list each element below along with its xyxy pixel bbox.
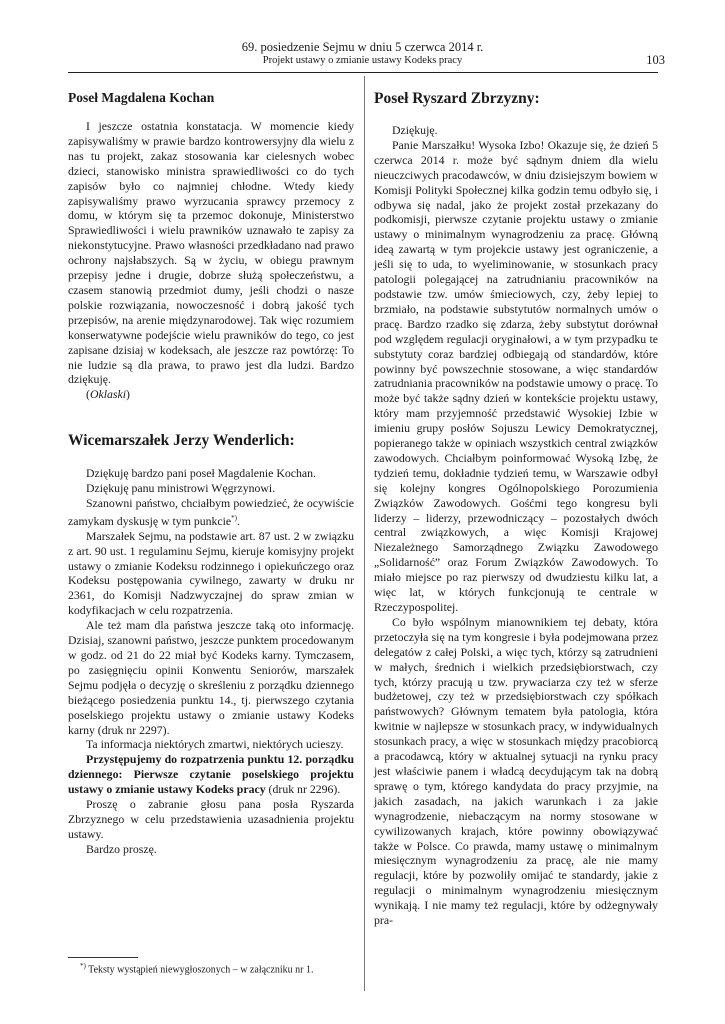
section-subtitle: Projekt ustawy o zmianie ustawy Kodeks pracy: [262, 55, 463, 66]
paragraph-text: Szanowni państwo, chciałbym powiedzieć, że ocywiście zamykam dyskusję w tym punkcie: [68, 496, 354, 528]
agenda-paragraph: [68, 752, 354, 797]
agenda-item: Przystępujemy do rozpatrzenia punktu 12. porządku dziennego: Pierwsze czytanie poselskiego projektu ustawy o zmianie ustawy Kodeks pracy: [68, 752, 354, 797]
column-divider: [364, 76, 365, 991]
speaker-heading-wenderlich: Wicemarszałek Jerzy Wenderlich:: [68, 432, 295, 450]
paragraph: Proszę o zabranie głosu pana posła Ryszarda Zbrzyznego w celu przedstawienia uzasadnienia projektu ustawy.: [68, 797, 354, 841]
footnote-text: Teksty wystąpień niewygłoszonych – w załączniku nr 1.: [85, 964, 314, 976]
paragraph-end: .: [237, 513, 240, 528]
left-column: [68, 90, 354, 857]
speaker-heading-kochan: Poseł Magdalena Kochan: [68, 90, 215, 105]
paragraph: Dziękuję.: [392, 123, 438, 137]
paragraph: Dziękuję panu ministrowi Węgrzynowi.: [86, 481, 276, 496]
paragraph: [68, 496, 354, 529]
kochan-speech: [68, 119, 354, 402]
paragraph: Bardzo proszę.: [86, 841, 157, 856]
paragraph: Marszałek Sejmu, na podstawie art. 87 ust. 2 w związku z art. 90 ust. 1 regulaminu Sejmu, kieruje komisyjny projekt ustawy o zmianie Kodeksu rodzinnego i opiekuńczego oraz Kodeksu postępowania cywilnego, zawarty w druku nr 2361, do Komisji Nadzwyczajnej do spraw zmian w kodyfikacjach w celu rozpatrzenia.: [68, 528, 354, 618]
header-rule: [68, 72, 658, 73]
session-title: 69. posiedzenie Sejmu w dniu 5 czerwca 2014 r.: [241, 40, 484, 54]
footnote-reference: *): [231, 513, 238, 522]
speaker-heading-zbrzyzny: Poseł Ryszard Zbrzyzny:: [374, 90, 540, 107]
wenderlich-speech: [68, 466, 354, 856]
agenda-print: (druk nr 2296).: [265, 782, 341, 797]
footnote-rule: [68, 957, 138, 958]
paragraph: Ta informacja niektórych zmartwi, niektórych ucieszy.: [86, 737, 344, 752]
kochan-paragraph: I jeszcze ostatnia konstatacja. W momencie kiedy zapisywaliśmy w prawie bardzo kontrowersyjny dla wielu z nas tu projekt, zakaz stosowania kar cielesnych wobec dzieci, stanowisko ministra sprawiedliwości co do tych zapisów było co najmniej chłodne. Wtedy kiedy zapisywaliśmy prawo wyrzucania sprawcy przemocy z domu, w którym się ta przemoc dokonuje, Ministerstwo Sprawiedliwości i wielu prawników uznawało te zapisy za niekonstytucyjne. Prawo własności przedkładano nad prawo ochrony najsłabszych. Są w życiu, w obiegu prawnym przepisy jedne i drugie, dobrze służą społeczeństwu, a czasem stanowią przedmiot dumy, jeśli chodzi o nasze polskie rozwiązania, nowoczesność i dobrą jakość tych przepisów, na arenie międzynarodowej. Tak więc rozumiem konserwatywne podejście wielu prawników do tego, co jest zapisane dzisiaj w kodeksach, ale jeszcze raz powtórzę: To nie ludzie są dla prawa, to prawo jest dla ludzi. Bardzo dziękuję.: [68, 119, 354, 387]
applause-note: (Oklaski): [86, 387, 130, 402]
paragraph: Co było wspólnym mianownikiem tej debaty, która przetoczyła się na tym kongresie i była podejmowana przez delegatów z całej Polski, a więc tych, którzy są zatrudnieni w małych, średnich i wielkich przedsiębiorstwach, czy tych, którzy pracują u tzw. prywaciarza czy też w sferze budżetowej, czy też w przedsiębiorstwach czy spółkach państwowych? Głównym tematem była patologia, która kwitnie w najlepsze w stosunkach pracy, w indywidualnych stosunkach pracy, a więc w stosunkach między pracobiorcą a pracodawcą, który w aktualnej sytuacji na rynku pracy jest właściwie panem i władcą decydującym tak na dobrą sprawę o tym, którego kandydata do pracy przyjmie, na jakich zasadach, na jakich warunkach i za jakie wynagrodzenie, niebaczącym na normy stosowane w cywilizowanych krajach, które powinny obowiązywać także w Polsce. Co prawda, mamy ustawę o minimalnym miesięcznym wynagrodzeniu za pracę, ale nie mamy regulacji, które by pozwoliły omijać te standardy, jakie z regulacji o minimalnym wynagrodzeniu miesięcznym wynikają. I nie mamy też regulacji, które by odżegnywały pra-: [374, 614, 658, 928]
footnote: [80, 962, 354, 975]
right-column: [374, 90, 658, 928]
paragraph: Dziękuję bardzo pani poseł Magdalenie Kochan.: [86, 466, 316, 481]
paragraph: Panie Marszałku! Wysoka Izbo! Okazuje się, że dzień 5 czerwca 2014 r. może być sądnym dniem dla wielu nieuczciwych pracodawców, w dniu dzisiejszym bowiem w Komisji Polityki Społecznej kilka godzin temu odbyło się, i odbywa się nadal, jako że projekt został przekazany do podkomisji, pierwsze czytanie projektu ustawy o zmianie ustawy o minimalnym wynagrodzeniu za pracę. Główną ideą zawartą w tym projekcie ustawy jest ograniczenie, a jeśli się to uda, to wyeliminowanie, w stosunkach pracy patologii polegającej na zatrudnianiu pracowników na podstawie tzw. umów śmieciowych, czy, żeby lepiej to brzmiało, na podstawie substytutów normalnych umów o pracę. Bardzo rzadko się zdarza, żeby substytut dorównał pod względem regulacji oryginałowi, a w tym przypadku te substytuty coraz bardziej odbiegają od standardów, które powinny być powszechnie stosowane, a więc standardów zatrudniania pracowników na podstawie umowy o pracę. To może być także sądny dzień w kontekście projektu ustawy, który mam przyjemność przedstawić Wysokiej Izbie w imieniu grupy posłów Sojuszu Lewicy Demokratycznej, popieranego także w opiniach wszystkich central związków zawodowych. Chciałbym poinformować Wysoką Izbę, że tydzień temu, dokładnie tydzień temu, w Warszawie odbył się kolejny kongres Ogólnopolskiego Porozumienia Związków Zawodowych. Gośćmi tego kongresu byli liderzy – liderzy, przewodniczący – pozostałych dwóch central związkowych, a więc Komisji Krajowej Niezależnego Samorządnego Związku Zawodowego „Solidarność” oraz Forum Związków Zawodowych. To miało miejsce po raz pierwszy od dwudziestu kilku lat, a więc lat, w których funkcjonują te centrale w Rzeczypospolitej.: [374, 137, 658, 614]
footnote-mark: *): [80, 962, 86, 970]
applause-text: Oklaski: [89, 387, 126, 402]
zbrzyzny-speech: [374, 123, 658, 928]
paragraph: Ale też mam dla państwa jeszcze taką oto informację. Dzisiaj, szanowni państwo, jeszcze punktem procedowanym w godz. od 21 do 22 miał być Kodeks karny. Tymczasem, po zasięgnięciu opinii Konwentu Seniorów, marszałek Sejmu podjęła o decyzję o skreśleniu z porządku dziennego bieżącego posiedzenia punktu 14., tj. pierwszego czytania poselskiego projektu ustawy o zmianie ustawy Kodeks karny (druk nr 2297).: [68, 618, 354, 737]
page-number: 103: [646, 53, 665, 67]
